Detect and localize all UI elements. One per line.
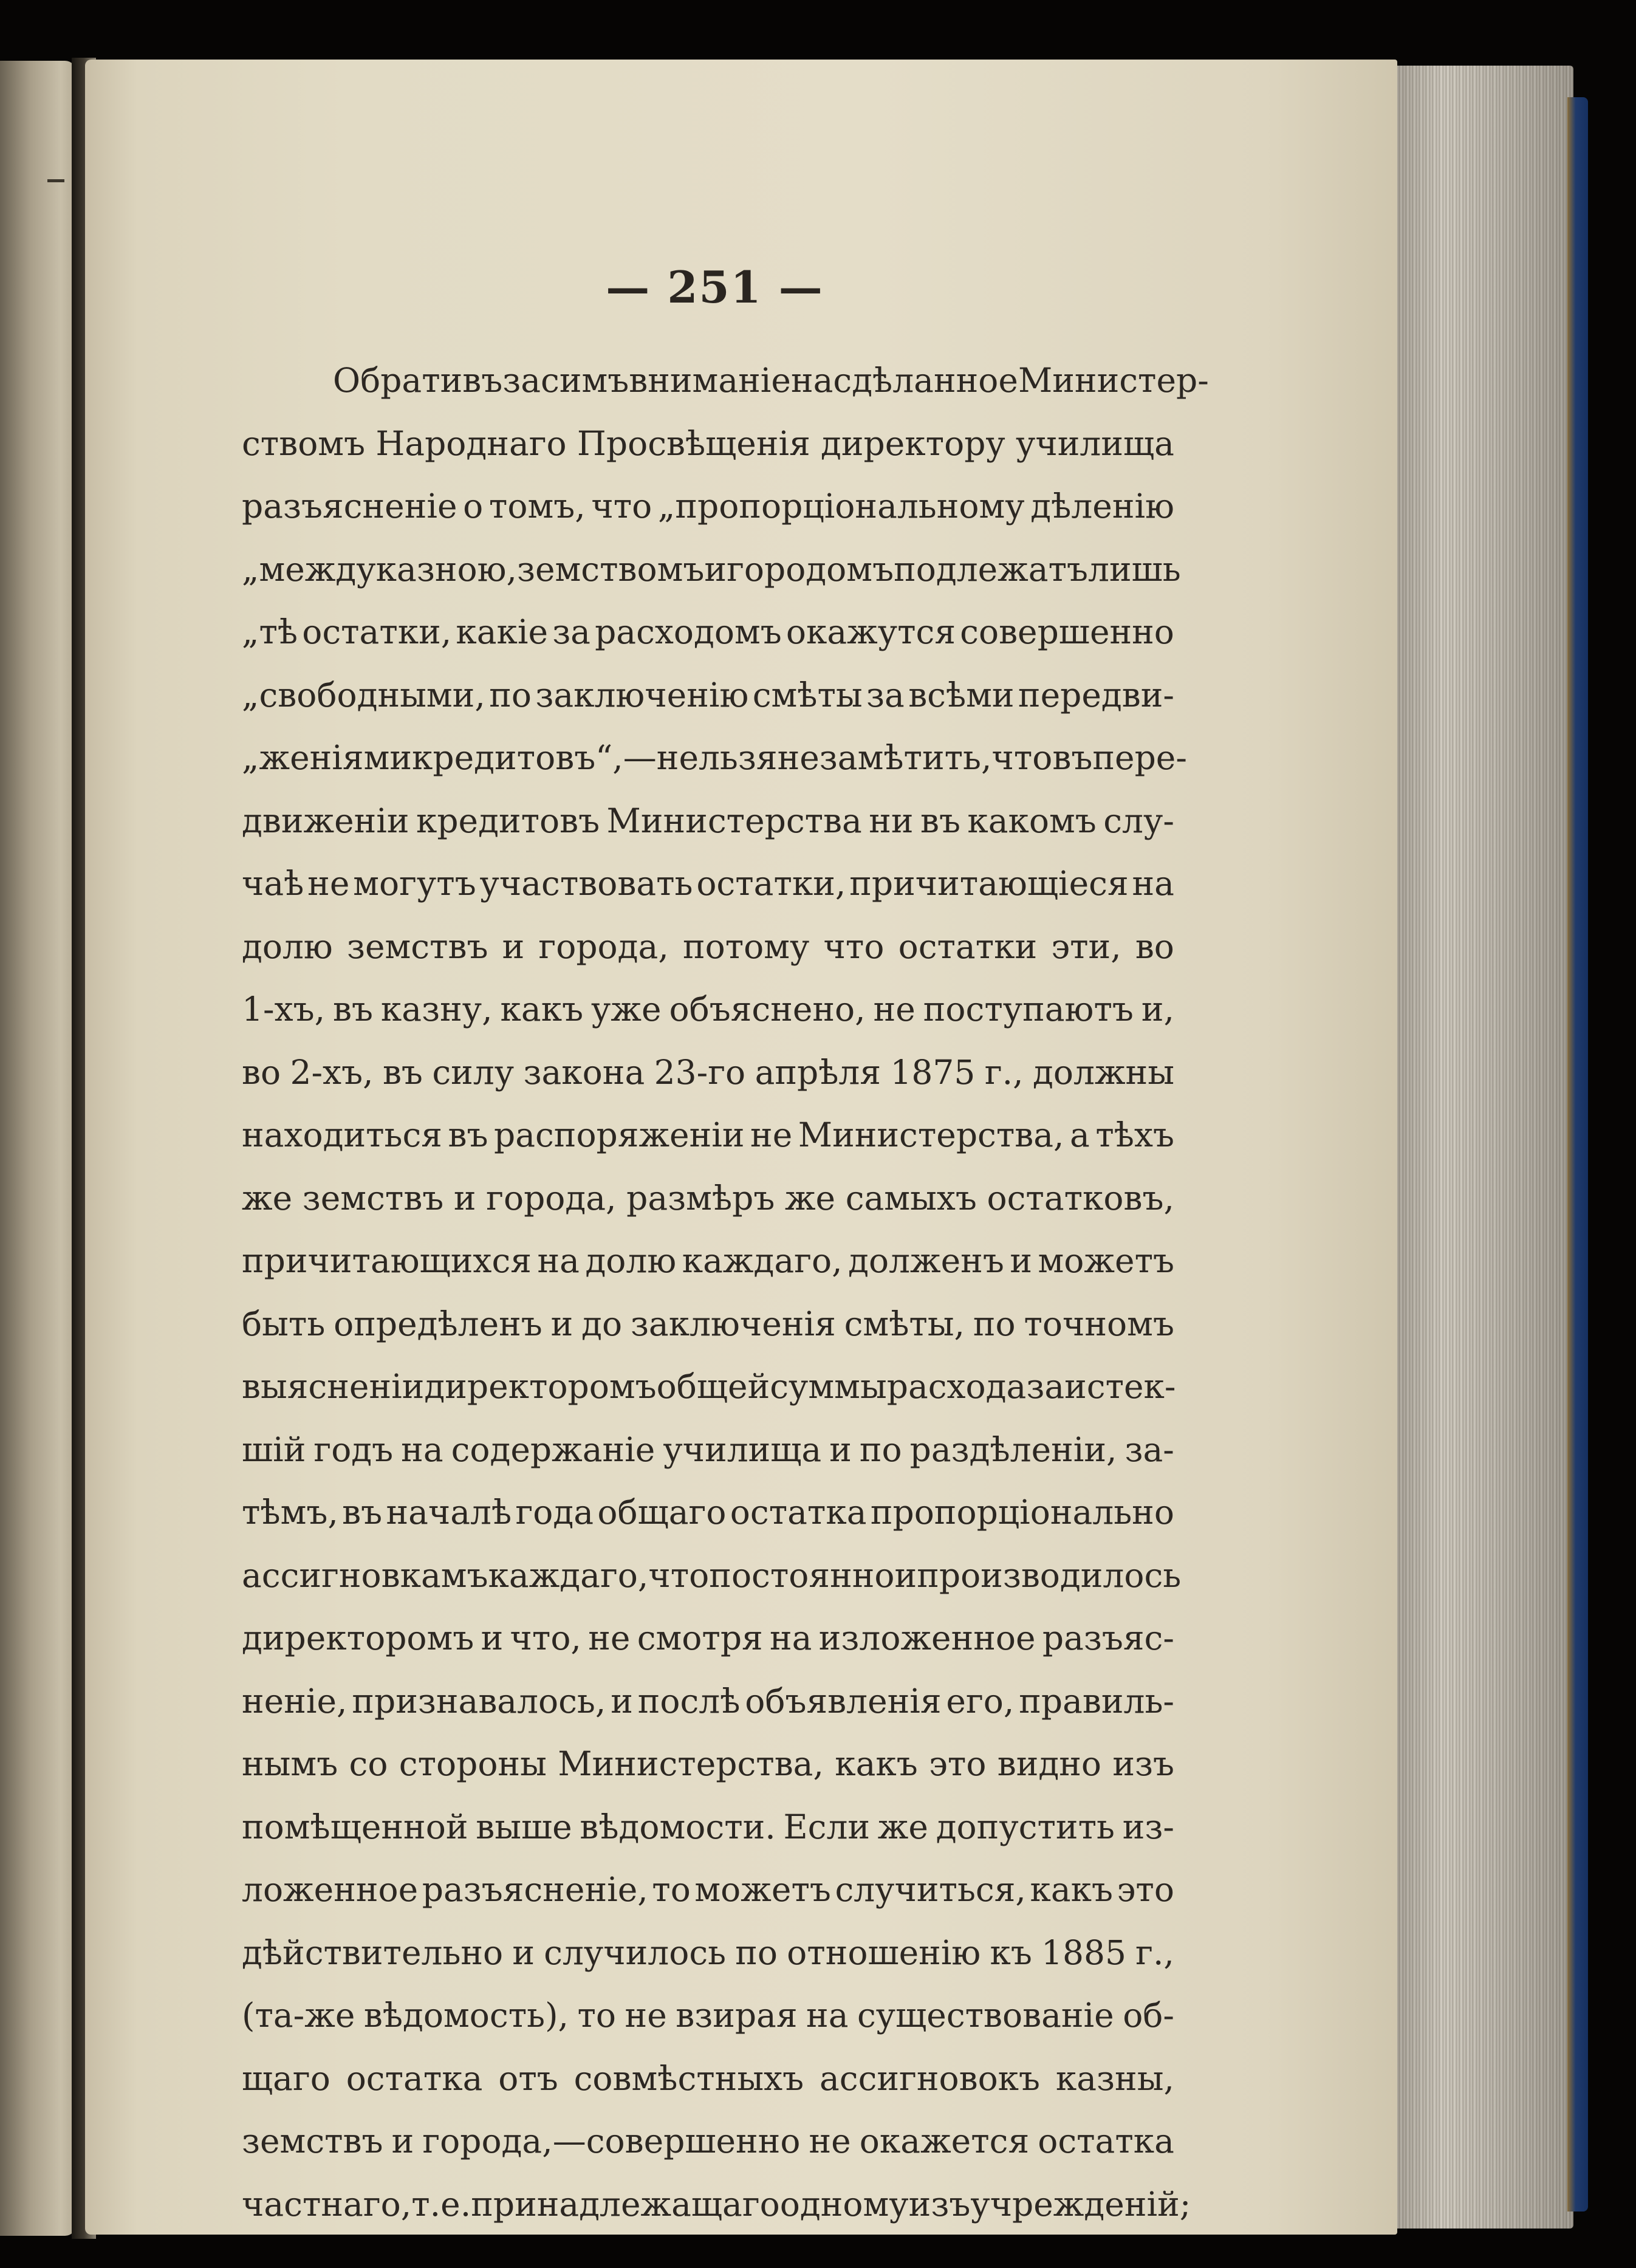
word: же [784,1178,836,1218]
word: выше [476,1807,572,1846]
word: во [242,1052,281,1092]
word: Министер- [1018,361,1209,400]
word: правиль- [1019,1681,1174,1721]
word: за [1026,1367,1065,1406]
word: 23-го [654,1052,746,1092]
word: истек- [1064,1367,1176,1406]
word: смѣты [752,675,863,714]
page-mark [47,179,64,182]
word: и [502,927,525,966]
word: по [859,1430,902,1469]
word: каждаго, [682,1241,843,1280]
word: на [806,1996,849,2035]
word: нымъ [242,1744,338,1783]
word: годъ [313,1430,394,1469]
word: на [401,1430,443,1469]
word: ассигновокъ [819,2058,1041,2098]
word: „пропорціональному [657,487,1025,526]
word: уже [591,990,662,1029]
word: раздѣленіи, [909,1430,1117,1469]
word: что [591,487,652,526]
word: поступаютъ [923,990,1134,1029]
word: земствъ [242,2122,383,2160]
word: а [1070,1115,1090,1154]
word: шій [242,1430,306,1469]
word: началѣ [386,1493,512,1532]
word: можетъ [694,1870,831,1909]
word: изъ [1112,1744,1174,1783]
text-line [242,601,1174,664]
word: въ [448,1115,488,1154]
word: потому [682,927,810,966]
word: допустить [936,1807,1115,1846]
text-line [242,790,1174,853]
word: не [307,864,350,903]
word: о [463,487,484,526]
word: не [625,1996,667,2035]
word: изложенное [818,1619,1036,1657]
word: выясненіи [242,1367,425,1406]
word: по [735,1933,778,1972]
word: кредитовъ [416,801,600,840]
text-line [242,1544,1182,1608]
word: суммы [770,1367,887,1406]
word: года [515,1493,594,1532]
word: симъ [541,361,629,400]
text-line [242,852,1174,916]
word: Народнаго [375,423,567,463]
word: то [577,1996,617,2035]
word: производилось [917,1555,1182,1595]
word: всѣми [908,675,1015,714]
word: за [866,675,905,714]
word: общей [656,1367,770,1406]
word: постоянно [709,1555,895,1595]
word: „тѣ [242,612,298,651]
word: лишь [1088,549,1181,589]
word: частнаго, [242,2184,412,2224]
word: смотря [637,1619,763,1657]
word: въ [333,990,373,1029]
word: остатка [730,1493,867,1532]
word: въ [1052,738,1093,777]
word: казну, [380,990,493,1029]
word: объяснено, [669,990,866,1029]
word: расхода [886,1367,1027,1406]
word: ложенное [242,1870,419,1909]
word: вѣдомость), [363,1996,569,2035]
word: каждаго, [488,1555,649,1595]
word: закона [523,1052,645,1092]
word: распоряженіи [493,1115,745,1154]
word: какъ [1030,1870,1114,1909]
word: на [770,1619,812,1657]
word: какіе [456,612,549,651]
word: директоромъ [424,1367,657,1406]
word: дѣйствительно [242,1933,504,1972]
word: могутъ [353,864,476,903]
text-line [242,1167,1174,1230]
text-line [242,727,1187,790]
text-line [242,475,1174,538]
word: из- [1122,1807,1174,1846]
word: участвовать [479,864,693,903]
word: не [750,1115,793,1154]
text-line [242,1859,1174,1922]
word: случиться, [835,1870,1026,1909]
book-cover-edge [1567,97,1588,2211]
word: на [1132,864,1174,903]
word: помѣщенной [242,1807,468,1846]
word: щаго [242,2058,330,2098]
word: и [453,1178,476,1218]
word: г., [984,1052,1024,1092]
word: смѣты, [844,1304,965,1343]
word: не [588,1619,631,1657]
word: неніе, [242,1681,347,1721]
word: за [502,361,541,400]
word: и [391,2122,414,2160]
word: принадлежащаго [471,2184,780,2224]
text-line [242,2047,1174,2111]
word: города, [486,1178,617,1218]
word: дѣленію [1030,487,1174,526]
word: замѣтить, [819,738,992,777]
word: и, [1141,990,1174,1029]
word: Обративъ [333,361,503,400]
word: что [823,927,885,966]
word: окажутся [785,612,956,651]
word: остатки, [302,612,452,651]
word: то [652,1870,691,1909]
word: чаѣ [242,864,304,903]
word: остатка [1038,2122,1174,2160]
word: со [349,1744,388,1783]
word: какъ [500,990,584,1029]
word: слу- [1103,801,1174,840]
word: его, [946,1681,1015,1721]
word: заключенію [535,675,749,714]
word: разъясненіе, [422,1870,648,1909]
word: „свободными, [242,675,485,714]
word: существованіе [857,1996,1114,2035]
word: и [512,1933,535,1972]
word: эти, [1051,927,1121,966]
word: это [1117,1870,1174,1909]
word: что [991,738,1053,777]
word: 1-хъ, [242,990,326,1029]
word: земствъ [302,1178,444,1218]
word: городомъ [727,549,894,589]
word: изъ [908,2184,971,2224]
word: вѣдомости. [580,1807,776,1846]
word: об- [1123,1996,1174,2035]
word: училища [1016,423,1174,463]
word: и [611,1681,633,1721]
text-line [242,2173,1191,2236]
word: Министерства, [558,1744,824,1783]
word: можетъ [1038,1241,1174,1280]
word: земствомъ [516,549,705,589]
text-line [242,538,1181,601]
word: долженъ [848,1241,1004,1280]
word: быть [242,1304,326,1343]
word: долю [242,927,333,966]
word: опредѣленъ [334,1304,542,1343]
text-line [242,1104,1174,1167]
text-line [242,1355,1174,1419]
word: сдѣланное [833,361,1018,400]
word: на [537,1241,580,1280]
word: что, [510,1619,581,1657]
word: находиться [242,1115,442,1154]
word: видно [997,1744,1102,1783]
word: причитающихся [242,1241,532,1280]
word: и [829,1430,852,1469]
word: учрежденій; [970,2184,1191,2224]
word: отъ [498,2058,558,2098]
text-line [242,1293,1174,1356]
word: должны [1033,1052,1174,1092]
text-line [242,664,1174,727]
word: кредитовъ“,—нельзя [412,738,778,777]
word: во [1135,927,1174,966]
word: ствомъ [242,423,366,463]
word: пере- [1092,738,1187,777]
text-line [242,1607,1174,1670]
word: разъясненіе [242,487,457,526]
left-page-edge [0,61,76,2236]
text-line [242,1733,1174,1796]
word: томъ, [488,487,586,526]
word: долю [585,1241,677,1280]
word: и [704,549,727,589]
text-line [242,916,1174,979]
word: вниманіе [629,361,791,400]
text-line [242,413,1174,476]
word: города, [538,927,669,966]
word: „между [242,549,376,589]
word: по [973,1304,1016,1343]
word: за- [1124,1430,1174,1469]
word: и [481,1619,504,1657]
word: Министерства [606,801,862,840]
word: и [894,1555,917,1595]
word: окажется [859,2122,1030,2160]
word: остатка [346,2058,483,2098]
word: 1885 [1041,1933,1126,1972]
word: 1875 [890,1052,976,1092]
word: послѣ [637,1681,741,1721]
word: и [550,1304,573,1343]
word: въ [342,1493,383,1532]
word: передви- [1018,675,1174,714]
word: т. [411,2184,441,2224]
text-line [242,1419,1174,1482]
word: казною, [375,549,517,589]
word: остатки, [696,864,846,903]
word: остатки [898,927,1038,966]
word: до [581,1304,623,1343]
word: не [809,2122,851,2160]
word: въ [920,801,960,840]
word: подлежатъ [894,549,1088,589]
text-line [242,978,1174,1041]
word: земствъ [346,927,488,966]
word: и [1010,1241,1033,1280]
word: расходомъ [595,612,782,651]
word: на [790,361,833,400]
word: разъяс- [1042,1619,1174,1657]
word: отношенію [787,1933,981,1972]
word: движеніи [242,801,409,840]
text-line [242,1041,1174,1105]
word: Министерства, [798,1115,1064,1154]
text-line [242,2110,1174,2173]
page-number: — 251 — [606,261,824,313]
word: содержаніе [451,1430,655,1469]
word: пропорціонально [870,1493,1174,1532]
word: ассигновкамъ [242,1555,488,1595]
word: по [489,675,532,714]
word: признавалось, [352,1681,606,1721]
word: 2-хъ, [290,1052,374,1092]
word: причитающіеся [849,864,1129,903]
word: какомъ [967,801,1097,840]
word: „женіями [242,738,412,777]
word: ни [869,801,914,840]
word: взирая [676,1996,798,2035]
word: директору [821,423,1005,463]
word: одному [779,2184,909,2224]
text-line [242,1922,1174,1985]
word: общаго [597,1493,727,1532]
word: казны, [1055,2058,1174,2098]
word: директоромъ [242,1619,474,1657]
word: е. [440,2184,471,2224]
word: самыхъ [845,1178,977,1218]
word: совмѣстныхъ [573,2058,804,2098]
word: точномъ [1024,1304,1174,1343]
word: въ [382,1052,423,1092]
text-line [242,349,1209,413]
word: г., [1135,1933,1174,1972]
page-block-edges [1373,66,1573,2229]
word: какъ [835,1744,918,1783]
text-line [242,1984,1174,2047]
word: случилось [544,1933,727,1972]
word: заключенія [630,1304,836,1343]
text-line [242,1796,1174,1859]
word: же [877,1807,928,1846]
word: объявленія [745,1681,942,1721]
word: Просвѣщенія [577,423,810,463]
word: тѣмъ, [242,1493,338,1532]
word: остатковъ, [987,1178,1174,1218]
text-line [242,1230,1174,1293]
word: стороны [399,1744,547,1783]
word: къ [990,1933,1032,1972]
word: размѣръ [626,1178,775,1218]
word: силу [432,1052,515,1092]
word: (та-же [242,1996,355,2035]
word: что [648,1555,710,1595]
word: за [552,612,590,651]
word: апрѣля [755,1052,881,1092]
word: города,—совершенно [422,2122,801,2160]
word: же [242,1178,293,1218]
word: тѣхъ [1095,1115,1174,1154]
word: не [873,990,916,1029]
word: училища [663,1430,822,1469]
word: Если [783,1807,871,1846]
word: это [929,1744,987,1783]
body-text [242,349,1209,2236]
word: совершенно [960,612,1174,651]
text-line [242,1670,1174,1733]
text-line [242,1481,1174,1544]
word: не [777,738,820,777]
